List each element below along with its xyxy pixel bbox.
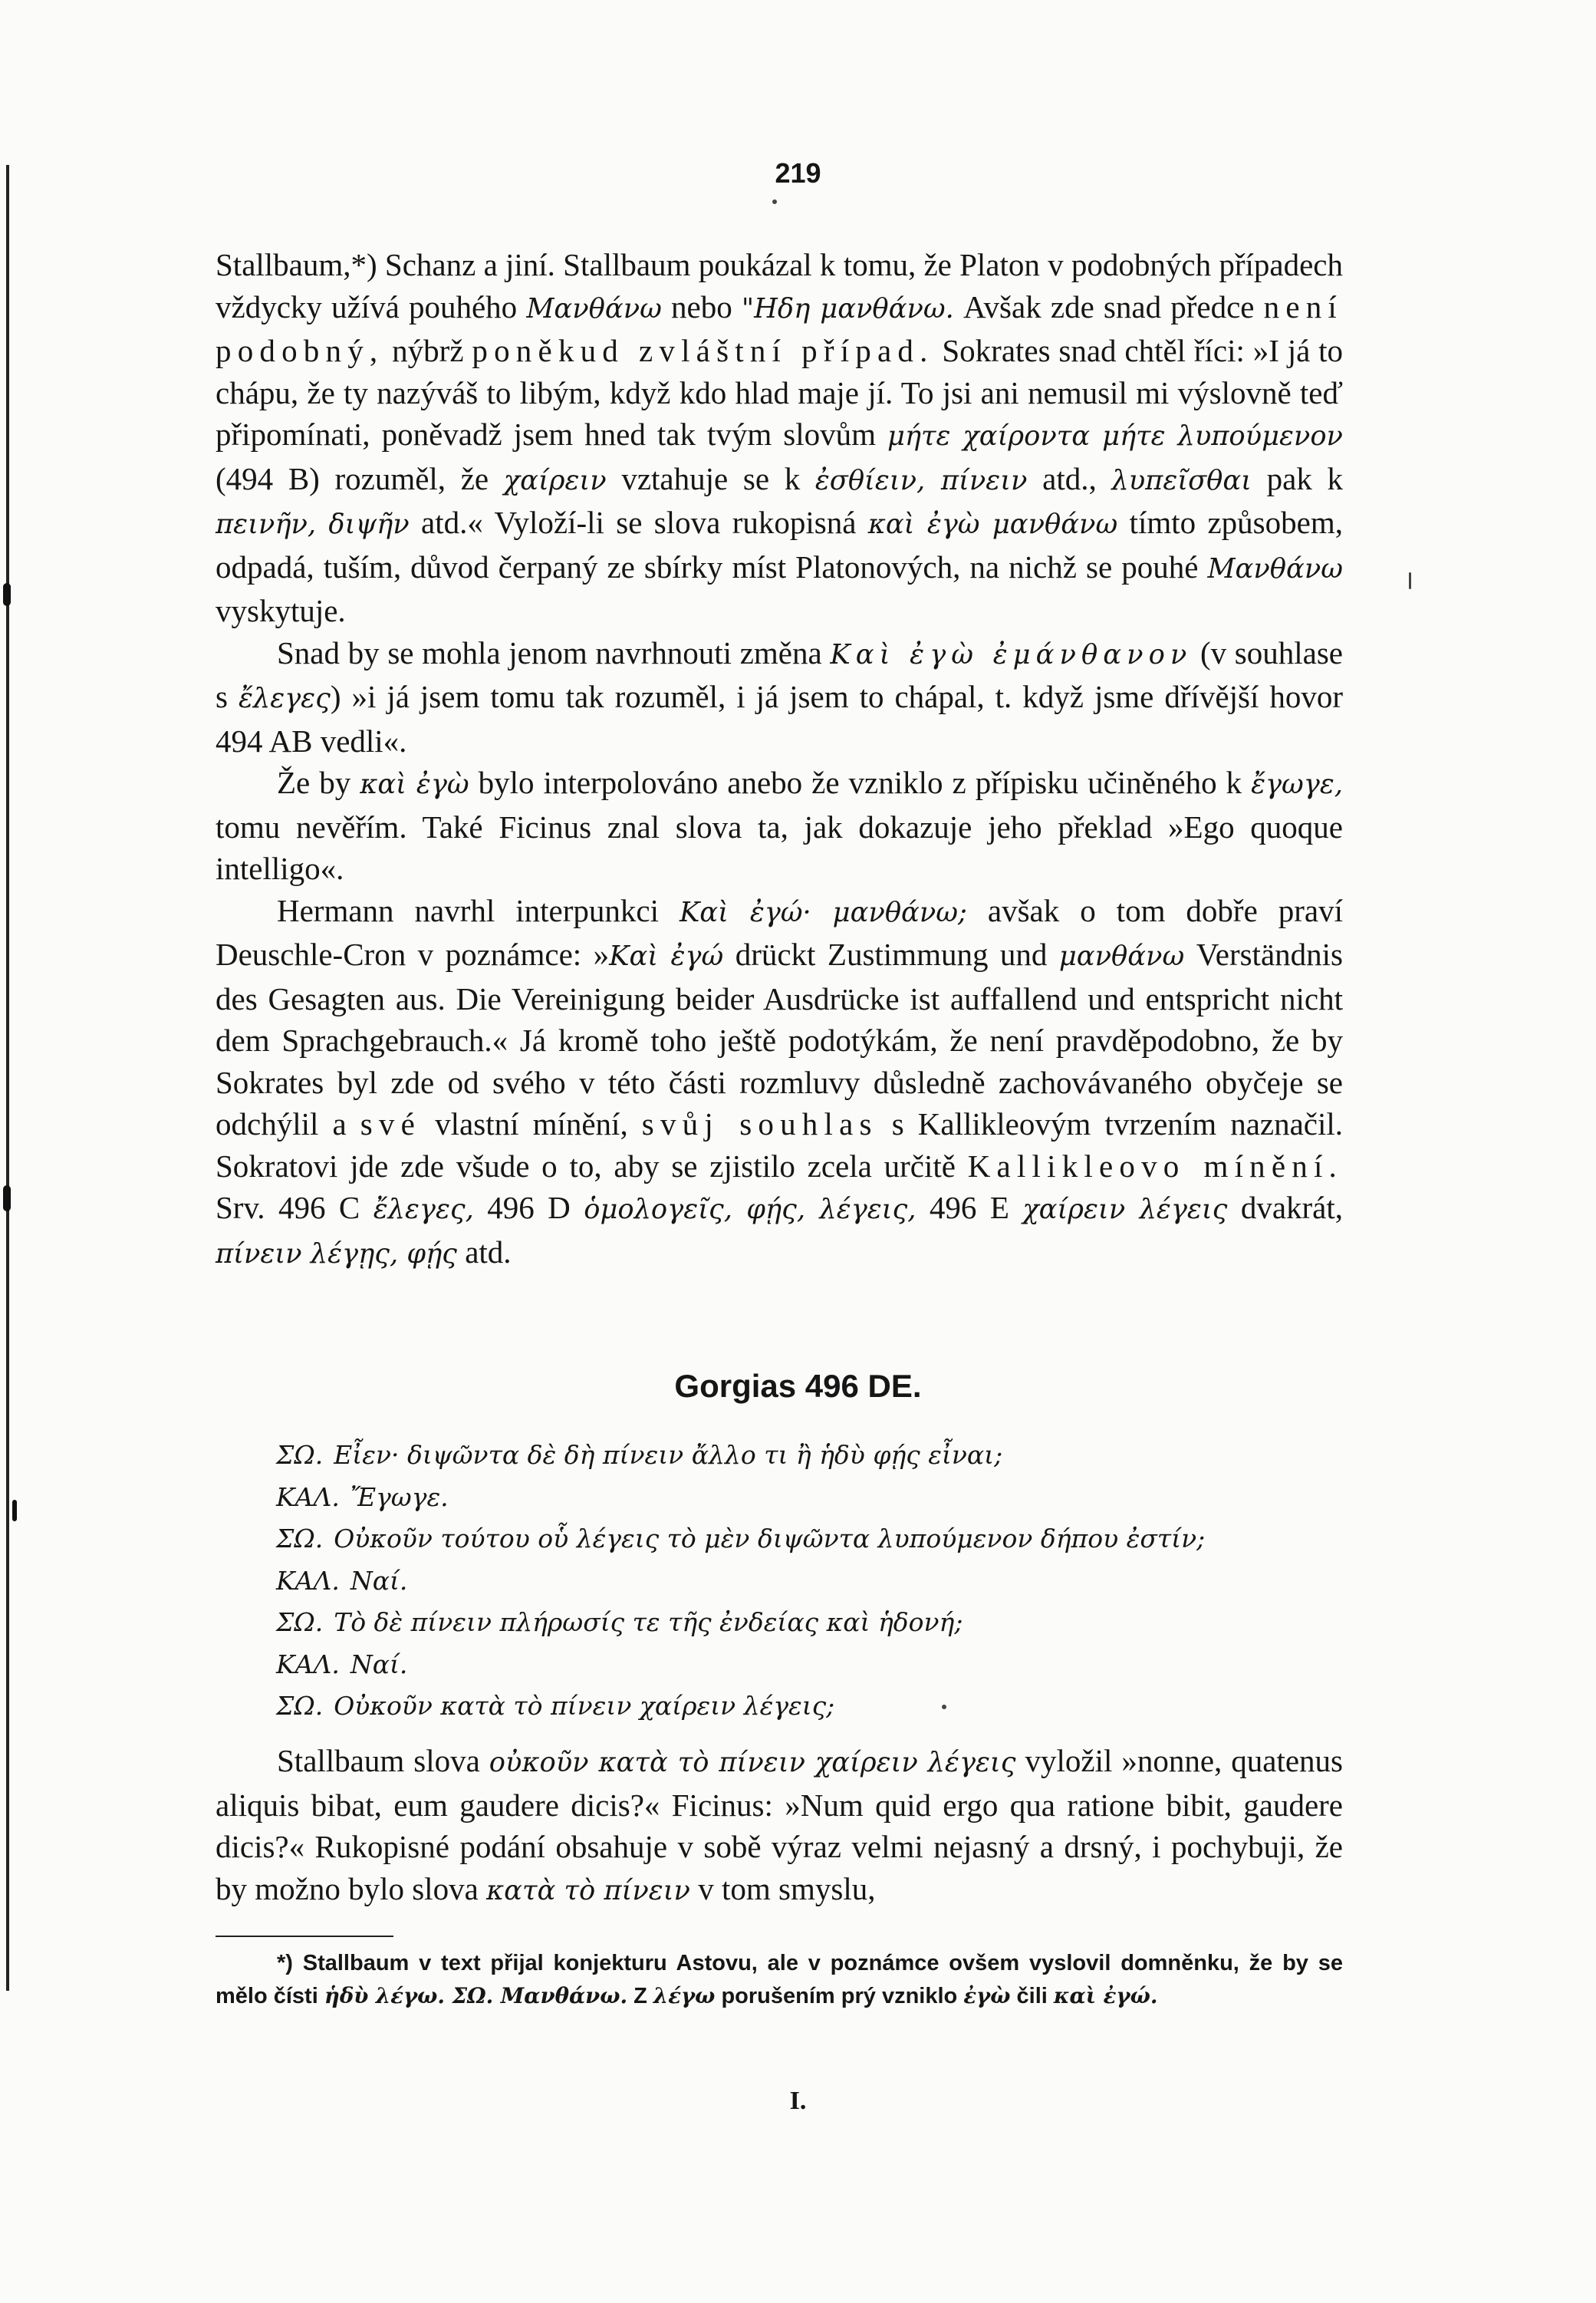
dialogue-line — [276, 1602, 1350, 1644]
scan-edge-mark — [12, 1500, 17, 1521]
dialogue-text: Εἶεν· διψῶντα δὲ δὴ πίνειν ἄλλο τι ἢ ἡδὺ φῄς εἶναι; — [334, 1440, 1003, 1470]
paragraph: Stallbaum,*) Schanz a jiní. Stallbaum poukázal k tomu, že Platon v podobných případech vždycky užívá pouhého Μανθάνω nebo "Ηδη μανθάνω. Avšak zde snad předce není podobný, nýbrž poněkud zvláštní případ. Sokrates snad chtěl říci: »I já to chápu, že ty nazýváš to libým, když kdo hlad maje jí. To jsi ani nemusil mi výslovně teď připomínati, poněvadž jsem hned tak tvým slovům μήτε χαίροντα μήτε λυπούμενον (494 B) rozuměl, že χαίρειν vztahuje se k ἐσθίειν, πίνειν atd., λυπεῖσθαι pak k πεινῆν, διψῆν atd.« Vyloží-li se slova rukopisná καὶ ἐγὼ μανθάνω tímto způsobem, odpadá, tuším, důvod čerpaný ze sbírky míst Platonových, na nichž se pouhé Μανθάνω vyskytuje. — [216, 247, 1344, 628]
dialogue-speaker: ΣΩ. — [276, 1691, 324, 1721]
paragraph: Snad by se mohla jenom navrhnouti změna Καὶ ἐγὼ ἐμάνθανον (v souhlase s ἔλεγες) »i já jsem tomu tak rozuměl, i já jsem to chápal, t. když jsme dřívější hovor 494 AB vedli«. — [216, 634, 1343, 759]
dialogue-text: Τὸ δὲ πίνειν πλήρωσίς τε τῆς ἐνδείας καὶ ἡδονή; — [334, 1607, 963, 1637]
dialogue-text: Ἔγωγε. — [350, 1481, 449, 1512]
dialogue-line — [276, 1560, 1350, 1603]
scan-edge-mark — [3, 1185, 11, 1211]
dialogue-text: Ναί. — [350, 1649, 408, 1679]
dialogue-line — [276, 1685, 1350, 1728]
dialogue-line — [276, 1518, 1350, 1560]
dialogue-speaker: ΚΑΛ. — [276, 1649, 340, 1679]
closing-paragraph — [216, 1740, 1343, 1912]
scan-speck — [772, 199, 777, 204]
page-number: 219 — [775, 157, 821, 189]
dialogue-line — [276, 1477, 1350, 1519]
scan-edge-line — [6, 165, 9, 1991]
dialogue-speaker: ΚΑΛ. — [276, 1565, 340, 1596]
section-heading: Gorgias 496 DE. — [674, 1368, 922, 1404]
dialogue-speaker: ΣΩ. — [276, 1524, 324, 1553]
dialogue-speaker: ΣΩ. — [276, 1607, 324, 1637]
dialogue-speaker: ΚΑΛ. — [276, 1481, 340, 1512]
footnote — [216, 1947, 1343, 2013]
scan-speck — [1409, 572, 1411, 589]
signature-mark: I. — [789, 2087, 807, 2115]
dialogue-text: Ναί. — [350, 1565, 408, 1596]
paragraph: Že by καὶ ἐγὼ bylo interpolováno anebo že vzniklo z přípisku učiněného k ἔγωγε, tomu nevěřím. Také Ficinus znal slova ta, jak dokazuje jeho překlad »Ego quoque intelligo«. — [216, 765, 1343, 886]
dialogue-line — [276, 1644, 1350, 1686]
footnote-divider — [216, 1936, 393, 1937]
paragraph: Hermann navrhl interpunkci Καὶ ἐγώ· μανθάνω; avšak o tom dobře praví Deuschle-Cron v poznámce: »Καὶ ἐγώ drückt Zustimmung und μανθάνω Verständnis des Gesagten aus. Die Vereinigung beider Ausdrücke ist auffallend und entspricht nicht dem Sprachgebrauch.« Já kromě toho ještě podotýkám, že není pravděpodobno, že by Sokrates byl zde od svého v této části rozmluvy důsledně zachovávaného obyčeje se odchýlil a své vlastní mínění, svůj souhlas s Kallikleovým tvrzením naznačil. Sokratovi jde zde všude o to, aby se zjistilo zcela určitě Kallikleovo mínění. Srv. 496 C ἔλεγες, 496 D ὁμολογεῖς, φῄς, λέγεις, 496 E χαίρειν λέγεις dvakrát, πίνειν λέγῃς, φῄς atd. — [216, 892, 1344, 1270]
dialogue-text: Οὐκοῦν κατὰ τὸ πίνειν χαίρειν λέγεις; — [334, 1691, 835, 1721]
footnote-text: *) Stallbaum v text přijal konjekturu Astovu, ale v poznámce ovšem vyslovil domněnku, že by se mělo čísti ἡδὺ λέγω. ΣΩ. Μανθάνω. Z λέγω porušením prý vzniklo ἐγὼ čili καὶ ἐγώ. — [216, 1951, 1343, 2008]
scan-edge-mark — [3, 583, 11, 606]
greek-dialogue — [276, 1435, 1350, 1728]
paragraph: Stallbaum slova οὐκοῦν κατὰ τὸ πίνειν χαίρειν λέγεις vyložil »nonne, quatenus aliquis bibat, eum gaudere dicis?« Ficinus: »Num quid ergo qua ratione bibit, gaudere dicis?« Rukopisné podání obsahuje v sobě výraz velmi nejasný a drsný, i pochybuji, že by možno bylo slova κατὰ τὸ πίνειν v tom smyslu, — [216, 1743, 1343, 1906]
dialogue-text: Οὐκοῦν τούτου οὗ λέγεις τὸ μὲν διψῶντα λυπούμενον δήπου ἐστίν; — [334, 1524, 1206, 1553]
main-text — [216, 244, 1343, 1275]
dialogue-line — [276, 1435, 1350, 1477]
dialogue-speaker: ΣΩ. — [276, 1440, 324, 1470]
